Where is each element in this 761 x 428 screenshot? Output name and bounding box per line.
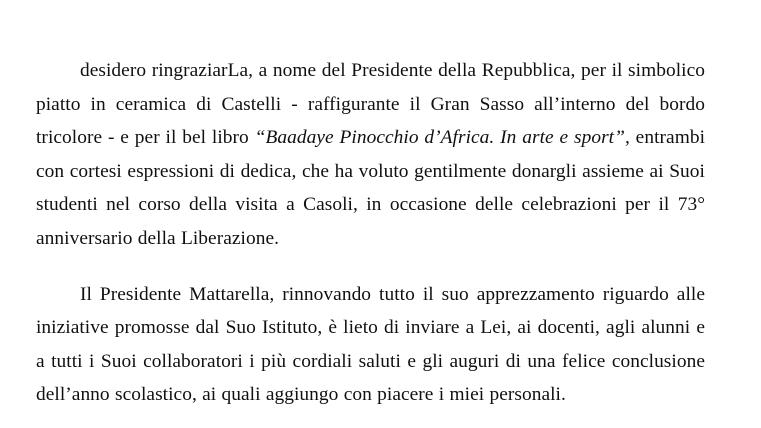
letter-body	[36, 54, 705, 412]
book-title: “Baadaye Pinocchio d’Africa. In arte e sport”	[254, 127, 625, 149]
paragraph-1-tail: , entrambi con cortesi espressioni di dedica, che ha voluto gentilmente donargli assieme ai Suoi studenti nel corso della visita a Casoli, in occasione delle celebrazioni per il 73° anniversario della Liberazione.	[36, 127, 706, 249]
paragraph-2-text: Il Presidente Mattarella, rinnovando tutto il suo apprezzamento riguardo alle iniziative promosse dal Suo Istituto, è lieto di inviare a Lei, ai docenti, agli alunni e a tutti i Suoi collaboratori i più cordiali saluti e gli auguri di una felice conclusione dell’anno scolastico, ai quali aggiungo con piacere i miei personali.	[36, 283, 705, 406]
paragraph-1-lead-in: desidero ringraziarLa, a nome del Presidente della Repubblica, per il simbolico piatto in ceramica di Castelli - raffigurante il Gran Sasso all’interno del bordo tricolore - e per il bel libro	[36, 60, 705, 149]
paragraph-1	[36, 54, 705, 256]
paragraph-2	[36, 278, 705, 412]
